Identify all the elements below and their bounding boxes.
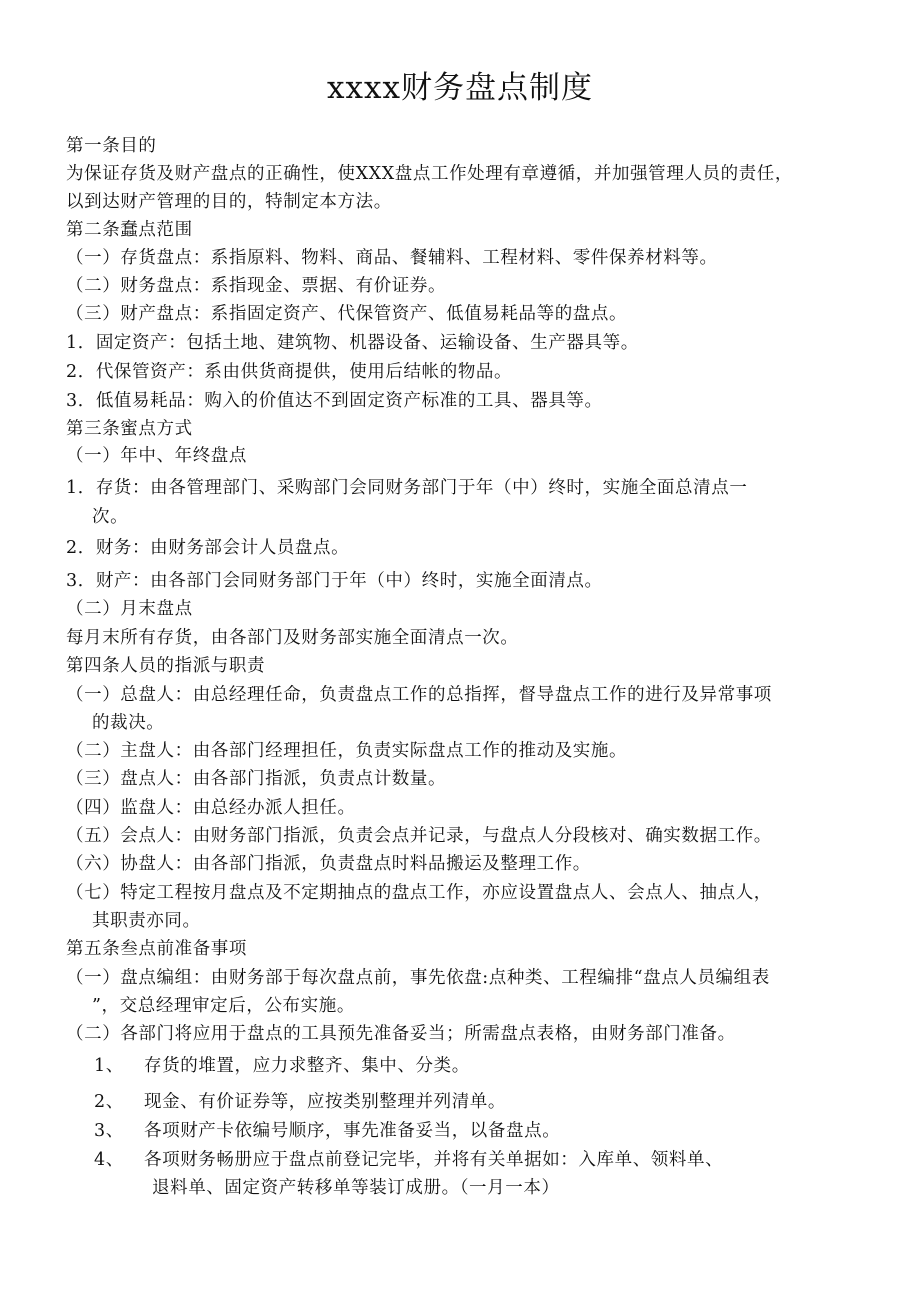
list-item: （七）特定工程按月盘点及不定期抽点的盘点工作，亦应设置盘点人、会点人、抽点人， (66, 883, 772, 903)
item-number: 2、 (94, 1092, 124, 1112)
paragraph-line: 以到达财产管理的目的，特制定本方法。 (66, 192, 392, 212)
list-item: （三）盘点人：由各部门指派，负责点计数量。 (66, 769, 447, 789)
article-5-heading: 第五条叁点前准备事项 (66, 939, 247, 959)
list-item: （三）财产盘点：系指固定资产、代保管资产、低值易耗品等的盘点。 (66, 304, 628, 324)
list-item: （一）年中、年终盘点 (66, 446, 247, 466)
list-item: 2．财务：由财务部会计人员盘点。 (66, 538, 350, 558)
list-item: （一）存货盘点：系指原料、物料、商品、餐辅料、工程材料、零件保养材料等。 (66, 248, 718, 268)
document-title: xxxx财务盘点制度 (327, 70, 593, 106)
item-text: 现金、有价证券等，应按类别整理并列清单。 (144, 1092, 506, 1112)
list-item-continuation: 次。 (92, 507, 129, 527)
article-2-heading: 第二条蠢点范围 (66, 220, 193, 240)
numbered-item-continuation: 退料单、固定资产转移单等装订成册。（一月一本） (152, 1178, 560, 1198)
list-item: （二）月末盘点 (66, 599, 193, 619)
list-item-continuation: ”，交总经理审定后，公布实施。 (92, 996, 355, 1016)
list-item-continuation: 的裁决。 (92, 713, 165, 733)
numbered-item (94, 1090, 506, 1114)
list-item: （四）监盘人：由总经办派人担任。 (66, 798, 356, 818)
list-item: （二）主盘人：由各部门经理担任，负责实际盘点工作的推动及实施。 (66, 741, 628, 761)
numbered-item (94, 1054, 470, 1078)
numbered-item (94, 1119, 560, 1143)
list-item: 3．低值易耗品：购入的价值达不到固定资产标准的工具、器具等。 (66, 391, 603, 411)
article-4-heading: 第四条人员的指派与职责 (66, 656, 266, 676)
list-item: 3．财产：由各部门会同财务部门于年（中）终时，实施全面清点。 (66, 571, 603, 591)
paragraph-line: 每月末所有存货，由各部门及财务部实施全面清点一次。 (66, 628, 519, 648)
item-text: 各项财务畅册应于盘点前登记完毕，并将有关单据如：入库单、领料单、 (144, 1150, 724, 1170)
item-number: 1、 (94, 1056, 124, 1076)
list-item: （二）各部门将应用于盘点的工具预先准备妥当；所需盘点表格，由财务部门准备。 (66, 1024, 736, 1044)
list-item-continuation: 其职责亦同。 (92, 911, 201, 931)
list-item: 1．存货：由各管理部门、采购部门会同财务部门于年（中）终时，实施全面总清点一 (66, 478, 748, 498)
item-number: 4、 (94, 1150, 124, 1170)
list-item: （一）盘点编组：由财务部于每次盘点前，事先依盘:点种类、工程编排“盘点人员编组表 (66, 968, 770, 988)
list-item: （二）财务盘点：系指现金、票据、有价证券。 (66, 276, 447, 296)
paragraph-line: 为保证存货及财产盘点的正确性，使XXX盘点工作处理有章遵循，并加强管理人员的责任， (66, 164, 793, 184)
list-item: （五）会点人：由财务部门指派，负责会点并记录，与盘点人分段核对、确实数据工作。 (66, 826, 772, 846)
numbered-item (94, 1148, 723, 1172)
item-text: 各项财产卡依编号顺序，事先准备妥当，以备盘点。 (144, 1121, 561, 1141)
list-item: 2．代保管资产：系由供货商提供，使用后结帐的物品。 (66, 362, 513, 382)
item-number: 3、 (94, 1121, 124, 1141)
list-item: 1．固定资产：包括土地、建筑物、机器设备、运输设备、生产器具等。 (66, 333, 639, 353)
item-text: 存货的堆置，应力求整齐、集中、分类。 (144, 1056, 470, 1076)
list-item: （一）总盘人：由总经理任命，负责盘点工作的总指挥，督导盘点工作的进行及异常事项 (66, 685, 772, 705)
list-item: （六）协盘人：由各部门指派，负责盘点时料品搬运及整理工作。 (66, 854, 591, 874)
article-1-heading: 第一条目的 (66, 136, 157, 156)
article-3-heading: 第三条蜜点方式 (66, 419, 193, 439)
